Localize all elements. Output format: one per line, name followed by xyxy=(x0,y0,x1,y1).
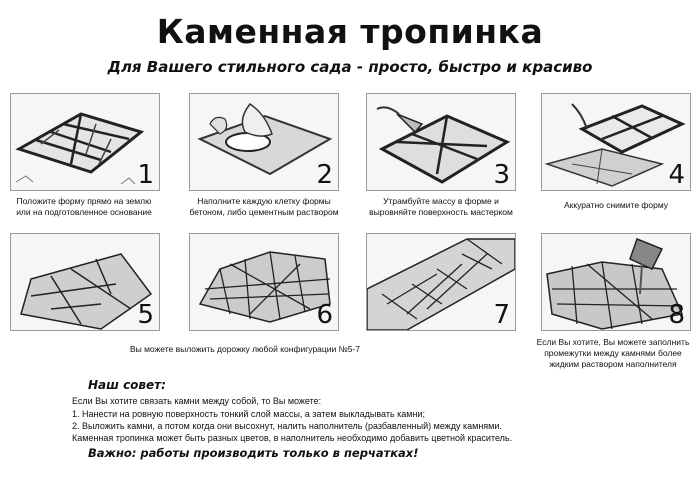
warning-text: Важно: работы производить только в перчатках! xyxy=(88,446,419,460)
step-2-caption: Наполните каждую клетку формы бетоном, либо цементным раствором xyxy=(189,196,339,217)
step-2-illustration xyxy=(189,93,339,191)
page-title: Каменная тропинка xyxy=(156,12,544,51)
step-number: 3 xyxy=(493,160,510,190)
step-5-illustration xyxy=(10,233,160,331)
step-number: 6 xyxy=(316,300,333,330)
step-7-illustration xyxy=(366,233,516,331)
page-subtitle: Для Вашего стильного сада - просто, быстро и красиво xyxy=(107,58,593,76)
step-number: 1 xyxy=(137,160,154,190)
step-3-caption: Утрамбуйте массу в форме и выровняйте поверхность мастерком xyxy=(369,196,513,217)
step-6-illustration xyxy=(189,233,339,331)
step-number: 5 xyxy=(137,300,154,330)
step-number: 2 xyxy=(316,160,333,190)
step-3-illustration xyxy=(366,93,516,191)
step-1-caption: Положите форму прямо на землю или на подготовленное основание xyxy=(16,196,152,217)
config-note: Вы можете выложить дорожку любой конфигурации №5-7 xyxy=(129,344,361,354)
step-4-illustration xyxy=(541,93,691,191)
step-number: 8 xyxy=(668,300,685,330)
step-4-caption: Аккуратно снимите форму xyxy=(563,200,669,210)
step-number: 7 xyxy=(493,300,510,330)
advice-note: Каменная тропинка может быть разных цветов, в наполнитель необходимо добавить цветной краситель. xyxy=(72,433,513,443)
advice-intro: Если Вы хотите связать камни между собой, то Вы можете: xyxy=(72,396,322,406)
step-1-illustration xyxy=(10,93,160,191)
advice-item-1: 1. Нанести на ровную поверхность тонкий слой массы, а затем выкладывать камни; xyxy=(72,409,425,419)
step-8-caption: Если Вы хотите, Вы можете заполнить промежутки между камнями более жидким раствором наполнителя xyxy=(536,337,690,369)
advice-title: Наш совет: xyxy=(88,378,166,392)
step-8-illustration xyxy=(541,233,691,331)
step-number: 4 xyxy=(668,160,685,190)
advice-item-2: 2. Выложить камни, а потом когда они высохнут, налить наполнитель (разбавленный) между камнями. xyxy=(72,421,502,431)
